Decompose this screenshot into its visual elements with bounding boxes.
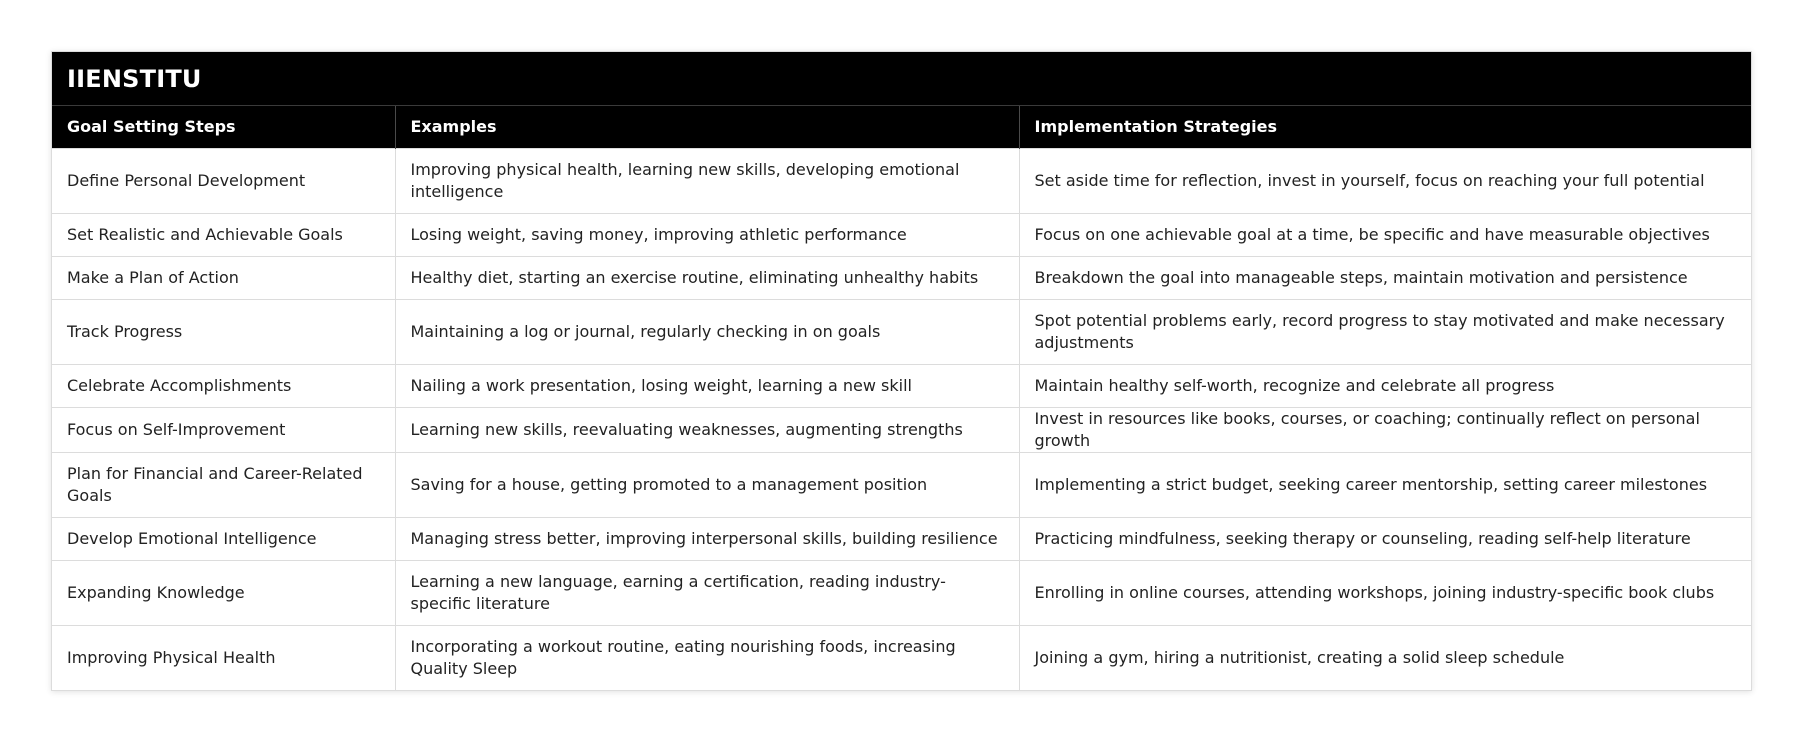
cell-goal-step: Make a Plan of Action (52, 256, 395, 299)
cell-goal-step: Celebrate Accomplishments (52, 364, 395, 407)
cell-goal-step: Expanding Knowledge (52, 560, 395, 625)
cell-examples: Learning new skills, reevaluating weaknesses, augmenting strengths (395, 407, 1019, 452)
cell-goal-step: Track Progress (52, 299, 395, 364)
table-row (52, 560, 1751, 625)
table-title: IIENSTITU (52, 52, 1751, 106)
cell-implementation-strategy: Practicing mindfulness, seeking therapy or counseling, reading self-help literature (1019, 517, 1751, 560)
cell-goal-step: Define Personal Development (52, 148, 395, 213)
table-row (52, 625, 1751, 690)
cell-goal-step: Focus on Self-Improvement (52, 407, 395, 452)
cell-implementation-strategy: Spot potential problems early, record progress to stay motivated and make necessary adjustments (1019, 299, 1751, 364)
table-row (52, 299, 1751, 364)
cell-implementation-strategy: Joining a gym, hiring a nutritionist, creating a solid sleep schedule (1019, 625, 1751, 690)
cell-examples: Nailing a work presentation, losing weight, learning a new skill (395, 364, 1019, 407)
cell-examples: Managing stress better, improving interpersonal skills, building resilience (395, 517, 1019, 560)
cell-implementation-strategy: Set aside time for reflection, invest in yourself, focus on reaching your full potential (1019, 148, 1751, 213)
table-row (52, 452, 1751, 517)
table-body (52, 148, 1751, 690)
cell-implementation-strategy: Breakdown the goal into manageable steps, maintain motivation and persistence (1019, 256, 1751, 299)
column-header-implementation-strategies: Implementation Strategies (1019, 106, 1751, 148)
cell-examples: Saving for a house, getting promoted to a management position (395, 452, 1019, 517)
table-row (52, 213, 1751, 256)
cell-goal-step: Set Realistic and Achievable Goals (52, 213, 395, 256)
cell-implementation-strategy: Maintain healthy self-worth, recognize and celebrate all progress (1019, 364, 1751, 407)
column-header-examples: Examples (395, 106, 1019, 148)
cell-examples: Maintaining a log or journal, regularly checking in on goals (395, 299, 1019, 364)
cell-examples: Learning a new language, earning a certification, reading industry-specific literature (395, 560, 1019, 625)
cell-examples: Healthy diet, starting an exercise routine, eliminating unhealthy habits (395, 256, 1019, 299)
table-header (52, 106, 1751, 148)
table-row (52, 364, 1751, 407)
goal-setting-table-container (51, 51, 1752, 691)
cell-implementation-strategy: Implementing a strict budget, seeking career mentorship, setting career milestones (1019, 452, 1751, 517)
header-row (52, 106, 1751, 148)
cell-examples: Losing weight, saving money, improving athletic performance (395, 213, 1019, 256)
table-row (52, 517, 1751, 560)
cell-examples: Incorporating a workout routine, eating nourishing foods, increasing Quality Sleep (395, 625, 1019, 690)
table-row (52, 148, 1751, 213)
goal-setting-table (52, 106, 1751, 690)
column-header-goal-setting-steps: Goal Setting Steps (52, 106, 395, 148)
cell-goal-step: Plan for Financial and Career-Related Goals (52, 452, 395, 517)
cell-goal-step: Improving Physical Health (52, 625, 395, 690)
table-row (52, 407, 1751, 452)
cell-examples: Improving physical health, learning new skills, developing emotional intelligence (395, 148, 1019, 213)
cell-implementation-strategy: Invest in resources like books, courses, or coaching; continually reflect on personal growth (1019, 407, 1751, 452)
table-row (52, 256, 1751, 299)
cell-goal-step: Develop Emotional Intelligence (52, 517, 395, 560)
cell-implementation-strategy: Enrolling in online courses, attending workshops, joining industry-specific book clubs (1019, 560, 1751, 625)
cell-implementation-strategy: Focus on one achievable goal at a time, be specific and have measurable objectives (1019, 213, 1751, 256)
